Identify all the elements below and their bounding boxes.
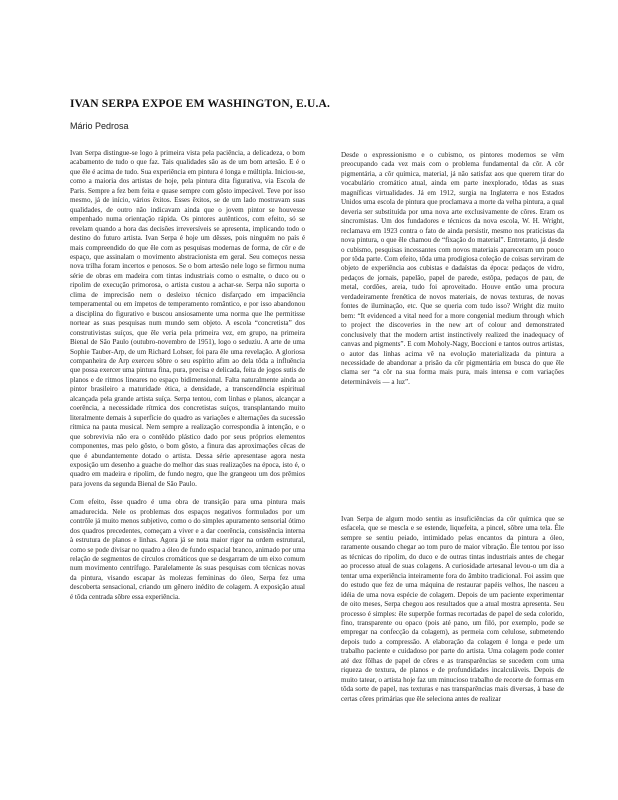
right-bottom-text-column bbox=[341, 515, 564, 704]
right-top-text-column bbox=[341, 151, 564, 387]
left-paragraph-2: Com efeito, êsse quadro é uma obra de transição para uma pintura mais amadurecida. Nele os problemas dos espaços negativos formulados por um contrôle já muito menos subjetivo, como o do simples apuramento sensorial ótimo dos quadros precedentes, começam a viver e a dar coerência, consistência interna à estrutura de planos e linhas. Agora já se nota maior rigor na ordem estrutural, como se pode divisar no quadro a óleo de fundo espacial branco, animado por uma relação de segmentos de círculos cromáticos que se desgarram de um eixo comum num movimento centrífugo. Paralelamente às suas pesquisas com técnicas novas da pintura, visando escapar às molezas femininas do óleo, Serpa fez uma descoberta sensacional, criando um gênero inédito de colagem. A exposição atual é tôda centrada sôbre essa experiência. bbox=[70, 498, 306, 601]
right-bottom-paragraph-1: Ivan Serpa de algum modo sentiu as insuficiências da côr química que se esfacela, que se mescla e se estende, liquefeita, a pincel, sôbre uma tela. Êle sempre se sentiu peiado, intimidado pelas encantos da pintura a óleo, raramente ousando chegar ao tom puro de maior vibração. Êle tentou por isso as técnicas do ripolim, do duco e de outras tintas industriais antes de chegar ao processo atual de suas colagens. A curiosidade artesanal levou-o um dia a tentar uma experiência inteiramente fora do âmbito tradicional. Foi assim que do estudo que fez de uma máquina de restaurar papéis velhos, lhe nasceu a idéia de uma nova espécie de colagem. Depois de um paciente experimentar de oito meses, Serpa chegou aos resultados que a atual mostra apresenta. Seu processo é simples: êle superpõe formas recortadas de papel de seda colorido, fino, transparente ou opaco (pois até pano, um filó, por exemplo, pode se empregar na confecção da colagem), as permeia com celulose, submetendo depois tudo a compressão. A elaboração da colagem é longa e pede um trabalho paciente e cuidadoso por parte do artista. Uma colagem pode conter até dez fôlhas de papel de côres e as transparências se sucedem com uma riqueza de textura, de planos e de profundidades incalculáveis. Depois de muito tatear, o artista hoje faz um minucioso trabalho de recorte de formas em tôda sorte de papel, nas texturas e nas transparências mais diversas, à base de certas côres primárias que êle seleciona antes de realizar bbox=[341, 515, 564, 703]
article-author: Mário Pedrosa bbox=[70, 121, 129, 131]
left-text-column bbox=[70, 149, 305, 602]
left-paragraph-1: Ivan Serpa distingue-se logo à primeira vista pela paciência, a delicadeza, o bom acabamento de tudo o que faz. Tais qualidades são as de um bom artesão. E é o que êle é acima de tudo. Sua experiência em pintura é longa e múltipla. Iniciou-se, como a maioria dos artistas de hoje, pela pintura dita figurativa, via Escola de Paris. Sempre a fez bem feita e quase sempre com gôsto impecável. Teve por isso mesmo, já de início, vários êxitos. Esses êxitos, se de um lado mostravam suas qualidades, de outro não indicavam ainda que o jovem pintor se houvesse empenhado numa orientação rápida. Os pintores autênticos, com efeito, só se revelam quando a hora das decisões irreversíveis se apresenta, implicando todo o destino do futuro artista. Ivan Serpa é hoje um dêsses, pois ninguém no país é mais compreendido do que êle com as pesquisas modernas de forma, de côr e de espaço, que assinalam o movimento abstracionista em geral. Seu começos nessa nova trilha foram incertos e penosos. Se o bom artesão nele logo se firmou numa série de obras em madeira com tintas industriais como o esmalte, o duco ou o ripolim de execução primorosa, o artista custou a achar-se. Serpa não suporta o clima de imprecisão nem o desleixo técnico disfarçado em impaciência temperamental ou em ímpetos de temperamento romântico, e por isso abandonou a disciplina do figurativo e buscou ansiosamente uma norma que lhe permitisse nortear as suas pesquisas num mundo sem objeto. A escola “concretista” dos construtivistas suíços, que êle veria pela primeira vez, em grupo, na primeira Bienal de São Paulo (outubro-novembro de 1951), logo o seduziu. A arte de uma Sophie Tauber-Arp, de um Richard Lohser, foi para êle uma revelação. A gloriosa companheira de Arp exerceu sôbre o seu espírito afim ao dela tôda a influência que possa exercer uma pintura fina, pura, precisa e delicada, feita de jogos sutis de planos e de ritmos lineares no espaço bidimensional. Falta naturalmente ainda ao pintor brasileiro a maturidade ética, a densidade, a transcendência espiritual alcançada pela grande artista suíça. Serpa tentou, com linhas e planos, alcançar a coerência, a necessidade rítmica dos concretistas suíços, transplantando muito literalmente demais à superfície do quadro as variações e alternações da sucessão rítmica na pauta musical. Nem sempre a realização correspondia à intenção, e o que sobrevivia não era o contêúdo plástico dado por seus próprios elementos componentes, mas pelo gôsto, o bom gôsto, a finura das aproximações cêcas de que é abundantemente dotado o artista. Dessa série apresentase agora nesta exposição um desenho a guache do melhor das suas realizações na época, isto é, o quadro em madeira e ripolim, de fundo negro, que lhe grangeou um dos prêmios para jovens da segunda Bienal de São Paulo. bbox=[70, 149, 305, 488]
article-title: IVAN SERPA EXPOE EM WASHINGTON, E.U.A. bbox=[70, 98, 331, 110]
right-top-paragraph-1: Desde o expressionismo e o cubismo, os pintores modernos se vêm preocupando cada vez mais com o problema fundamental da côr. A côr pigmentária, a côr química, material, já não satisfaz aos que querem tirar do vocabulário cromático atual, ainda em parte inexplorado, tôdas as suas magníficas virtualidades. Já em 1912, surgia na Inglaterra e nos Estados Unidos uma escola de pintura que proclamava a morte da velha pintura, a qual deveria ser substituída por uma nova arte exclusivamente de côres. Eram os sincromistas. Um dos fundadores e técnicos da nova escola, W. H. Wright, reclamava em 1923 contra o fato de ainda persistir, mesmo nos praticistas da nova pintura, o que êle chamou de “fixação do material”. Entretanto, já desde o cubismo, pesquisas incessantes com novos materiais apareceram um pouco por tôda parte. Com efeito, tôda uma prodigiosa coleção de coisas serviram de objeto de experiência aos cubistas e dadaístas da época: pedaços de vidro, pedaços de jornais, papelão, papel de parede, estôpa, pedaços de pau, de metal, cordões, areia, tudo foi aproveitado. Houve então uma procura verdadeiramente frenética de novos materiais, de novas texturas, de novas fontes de iluminação, etc. Que se queria com tudo isso? Wright diz muito bem: “It evidenced a vital need for a more congenial medium through which to project the discoveries in the new art of colour and demonstrated conclusively that the modern artist instinctively realized the inadequacy of canvas and pigments”. E com Moholy-Nagy, Boccioni e tantos outros artistas, o autor das linhas acima vê na evolução materializada da pintura a necessidade de abandonar a prisão da côr pigmentária em busca do que êle clama ser “a côr na sua forma mais pura, mais intensa e com variações determináveis — a luz”. bbox=[341, 151, 564, 386]
